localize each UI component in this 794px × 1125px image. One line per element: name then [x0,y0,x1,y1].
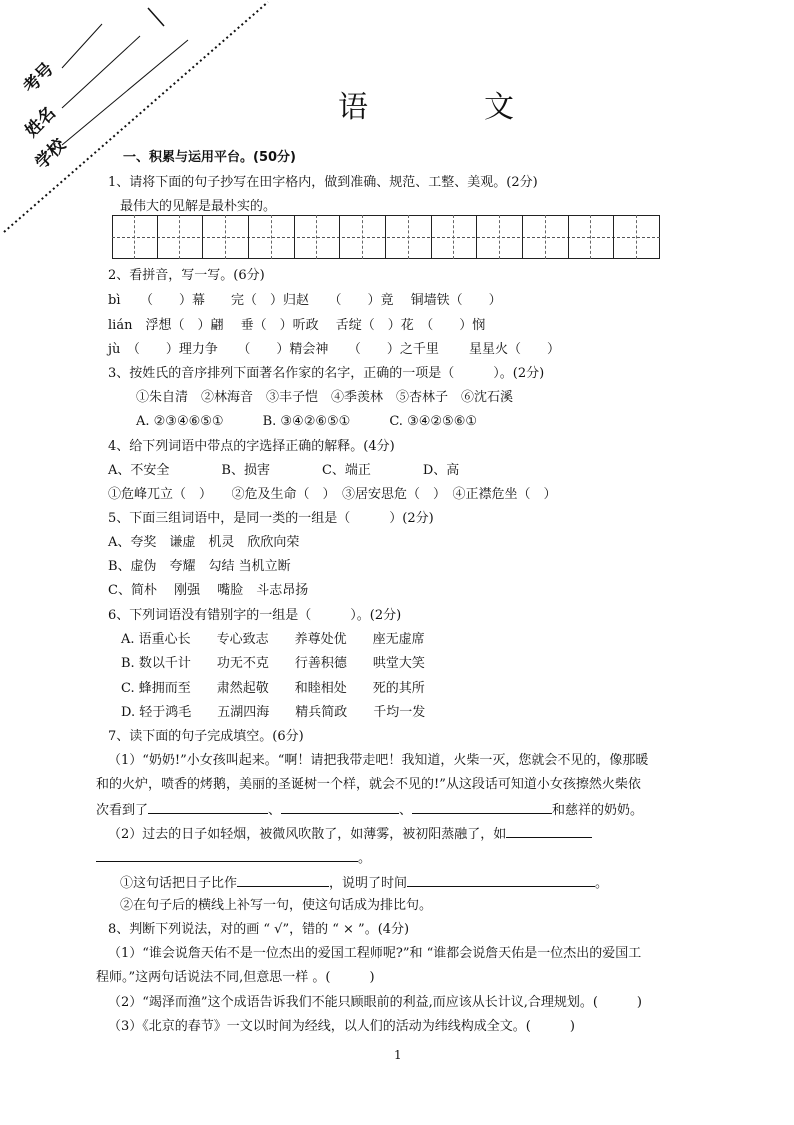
q6-option-c: C. 蜂拥而至 肃然起敬 和睦相处 死的其所 [121,681,425,696]
q7-subq1-text-b: ，说明了时间 [329,876,408,891]
grid-cell [295,215,318,259]
q7-separator: 、 [268,803,282,818]
q7-passage-line1: （1）“奶奶!”小女孩叫起来。“啊！请把我带走吧！我知道，火柴一灭，您就会不见的，像那暖 [108,753,649,768]
q7-passage-line2: 和的火炉，喷香的烤鹅，美丽的圣诞树一个样，就会不见的!”从这段话可知道小女孩擦然火柴依 [96,777,641,792]
title-right-char: 文 [484,90,514,125]
q2-row-bi: bì （ ）幕 完（ ）归赵 （ ）竟 铜墙铁（ ） [108,293,502,308]
grid-cell [409,215,432,259]
q3-options: A. ②③④⑥⑤① B. ③④②⑥⑤① C. ③④②⑤⑥① [136,414,477,429]
grid-cell [432,215,455,259]
writing-grid[interactable] [112,215,660,259]
section-heading: 一、积累与运用平台。(50分) [123,150,296,165]
page-number: 1 [394,1048,402,1062]
q6-option-b: B. 数以千计 功无不克 行善积德 哄堂大笑 [121,656,425,671]
grid-cell [226,215,249,259]
grid-cell [386,215,409,259]
grid-cell [249,215,272,259]
title-left-char: 语 [338,90,368,125]
grid-cell [318,215,341,259]
q7-prompt: 7、读下面的句子完成填空。(6分) [108,729,304,744]
grid-cell [112,215,135,259]
q7-subq1-text-a: ①这句话把日子比作 [120,876,238,891]
q6-option-d: D. 轻于鸿毛 五湖四海 精兵简政 千均一发 [121,705,426,720]
q7-passage-line3 [96,801,643,819]
q7-part2-text: （2）过去的日子如轻烟，被微风吹散了，如薄雾，被初阳蒸融了，如 [108,827,507,842]
q3-prompt: 3、按姓氏的音序排列下面著名作家的名字，正确的一项是（ ）。(2分) [108,366,545,381]
grid-cell [614,215,637,259]
q5-option-a: A、夸奖 谦虚 机灵 欣欣向荣 [108,535,300,550]
q8-item3: （3）《北京的春节》一文以时间为经线，以人们的活动为纬线构成全文。( ) [108,1019,575,1034]
grid-cell [569,215,592,259]
grid-cell [455,215,478,259]
grid-cell [158,215,181,259]
q4-prompt: 4、给下列词语中带点的字选择正确的解释。(4分) [108,439,395,454]
q2-row-ju: jù （ ）理力争 （ ）精会神 （ ）之千里 星星火（ ） [108,342,561,357]
q1-sentence: 最伟大的见解是最朴实的。 [120,199,277,214]
q7-part2-blank-b[interactable] [96,849,358,862]
q7-subq1-text-c: 。 [595,876,609,891]
q7-blank-1[interactable] [148,801,268,814]
q8-prompt: 8、判断下列说法，对的画 “ √”，错的 “ × ”。(4分) [108,922,410,937]
q7-subq2: ②在句子后的横线上补写一句，使这句话成为排比句。 [120,898,433,913]
q4-items: ①危峰兀立（ ） ②危及生命（ ） ③居安思危（ ） ④正襟危坐（ ） [108,487,557,502]
q1-prompt: 1、请将下面的句子抄写在田字格内，做到准确、规范、工整、美观。(2分) [108,175,538,190]
q7-part2-blank-a[interactable] [506,825,592,838]
q7-part2-line2 [96,849,371,867]
q7-tail-text: 和慈祥的奶奶。 [552,803,644,818]
q7-subq1 [120,874,608,892]
q2-row-lian: lián 浮想（ ）翩 垂（ ）听政 舌绽（ ）花 （ ）悯 [108,318,486,333]
q7-separator: 、 [399,803,413,818]
q7-lead-text: 次看到了 [96,803,149,818]
grid-cell [363,215,386,259]
grid-cell [477,215,500,259]
q7-subq1-blank-b[interactable] [407,874,595,887]
exam-number-label: 考号 [19,59,58,98]
grid-cell [546,215,569,259]
grid-cell [203,215,226,259]
grid-cell [592,215,615,259]
q6-prompt: 6、下列词语没有错别字的一组是（ ）。(2分) [108,608,402,623]
q5-option-b: B、虚伪 夸耀 勾结 当机立断 [108,559,291,574]
grid-cell [340,215,363,259]
q8-item1-line1: （1）“谁会说詹天佑不是一位杰出的爱国工程师呢?”和 “谁都会说詹天佑是一位杰出的爱国工 [108,946,642,961]
grid-cell [135,215,158,259]
q7-blank-2[interactable] [281,801,399,814]
q8-item1-line2: 程师。”这两句话说法不同,但意思一样 。( ) [96,970,375,985]
q7-part2-end: 。 [358,851,372,866]
q4-meanings: A、不安全 B、损害 C、端正 D、高 [108,463,460,478]
q7-blank-3[interactable] [412,801,552,814]
q7-subq1-blank-a[interactable] [237,874,329,887]
grid-cell [181,215,204,259]
q5-option-c: C、简朴 刚强 嘴脸 斗志昂扬 [108,583,309,598]
q8-item2: （2）“竭泽而渔”这个成语告诉我们不能只顾眼前的利益,而应该从长计议,合理规划。( ) [108,995,642,1010]
q2-prompt: 2、看拼音，写一写。(6分) [108,268,265,283]
q7-part2-line1 [108,825,592,843]
school-label: 学校 [31,135,70,174]
q5-prompt: 5、下面三组词语中，是同一类的一组是（ ）(2分) [108,511,434,526]
grid-cell [500,215,523,259]
grid-cell [523,215,546,259]
name-label: 姓名 [21,103,60,142]
q6-option-a: A. 语重心长 专心致志 养尊处优 座无虚席 [121,632,425,647]
grid-cell [272,215,295,259]
q3-names: ①朱自清 ②林海音 ③丰子恺 ④季羡林 ⑤杏林子 ⑥沈石溪 [136,390,514,405]
